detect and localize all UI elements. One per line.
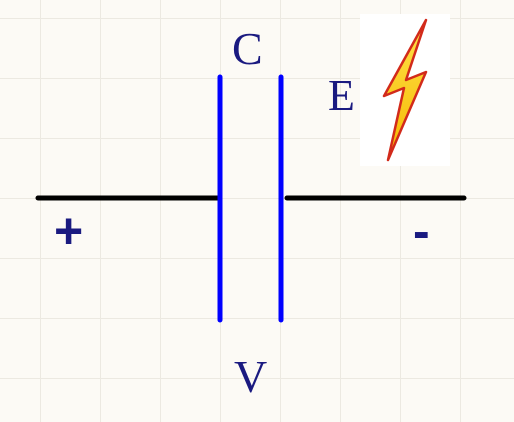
negative-terminal-label: - — [413, 203, 430, 259]
energy-label: E — [328, 71, 355, 120]
lightning-bolt-icon — [360, 14, 450, 166]
lightning-icon-box — [360, 14, 450, 166]
capacitance-label: C — [232, 23, 263, 74]
voltage-label: V — [234, 351, 268, 402]
positive-terminal-label: + — [54, 203, 84, 259]
